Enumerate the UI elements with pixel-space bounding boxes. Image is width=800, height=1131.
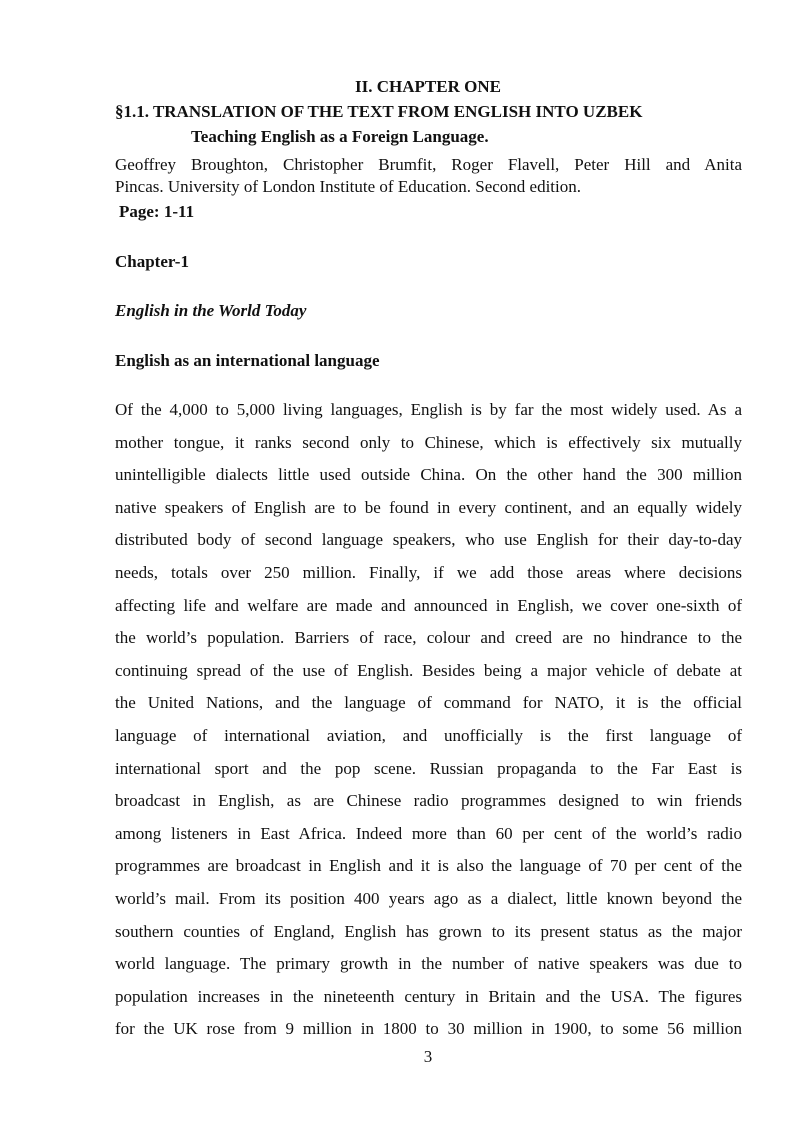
book-title: Teaching English as a Foreign Language. (191, 127, 489, 146)
body-line: among listeners in East Africa. Indeed more than 60 per cent of the world’s radio (115, 823, 742, 843)
body-line: programmes are broadcast in English and it is also the language of 70 per cent of the (115, 856, 742, 876)
authors-line-1: Geoffrey Broughton, Christopher Brumfit, Roger Flavell, Peter Hill and Anita (115, 155, 742, 174)
body-line: native speakers of English are to be found in every continent, and an equally widely (115, 497, 742, 517)
body-line: population increases in the nineteenth century in Britain and the USA. The figures (115, 986, 742, 1006)
body-line: world’s mail. From its position 400 years ago as a dialect, little known beyond the (115, 888, 742, 908)
body-line: needs, totals over 250 million. Finally, if we add those areas where decisions (115, 562, 742, 582)
body-line: the United Nations, and the language of command for NATO, it is the official (115, 693, 742, 713)
body-line: distributed body of second language speakers, who use English for their day-to-day (115, 530, 742, 550)
body-line: unintelligible dialects little used outside China. On the other hand the 300 million (115, 465, 742, 485)
section-heading: §1.1. TRANSLATION OF THE TEXT FROM ENGLISH INTO UZBEK (115, 102, 643, 121)
body-line: mother tongue, it ranks second only to Chinese, which is effectively six mutually (115, 432, 742, 452)
page-number: 3 (423, 1047, 433, 1066)
page-range: Page: 1-11 (119, 202, 195, 221)
body-line: for the UK rose from 9 million in 1800 to 30 million in 1900, to some 56 million (115, 1019, 742, 1039)
body-line: international sport and the pop scene. Russian propaganda to the Far East is (115, 758, 742, 778)
body-line: language of international aviation, and unofficially is the first language of (115, 725, 742, 745)
body-line: broadcast in English, as are Chinese radio programmes designed to win friends (115, 791, 742, 811)
authors-line-2: Pincas. University of London Institute of Education. Second edition. (115, 177, 582, 196)
chapter-heading: II. CHAPTER ONE (355, 77, 501, 96)
body-line: Of the 4,000 to 5,000 living languages, English is by far the most widely used. As a (115, 400, 742, 419)
body-line: the world’s population. Barriers of race, colour and creed are no hindrance to the (115, 628, 742, 648)
chapter-label: Chapter-1 (115, 252, 189, 271)
body-line: southern counties of England, English has grown to its present status as the major (115, 921, 742, 941)
chapter-subtitle: English in the World Today (115, 301, 307, 320)
body-line: world language. The primary growth in the number of native speakers was due to (115, 954, 742, 974)
body-paragraph (115, 394, 742, 1046)
section-title: English as an international language (115, 351, 380, 370)
body-line: continuing spread of the use of English. Besides being a major vehicle of debate at (115, 660, 742, 680)
body-line: affecting life and welfare are made and announced in English, we cover one-sixth of (115, 595, 742, 615)
